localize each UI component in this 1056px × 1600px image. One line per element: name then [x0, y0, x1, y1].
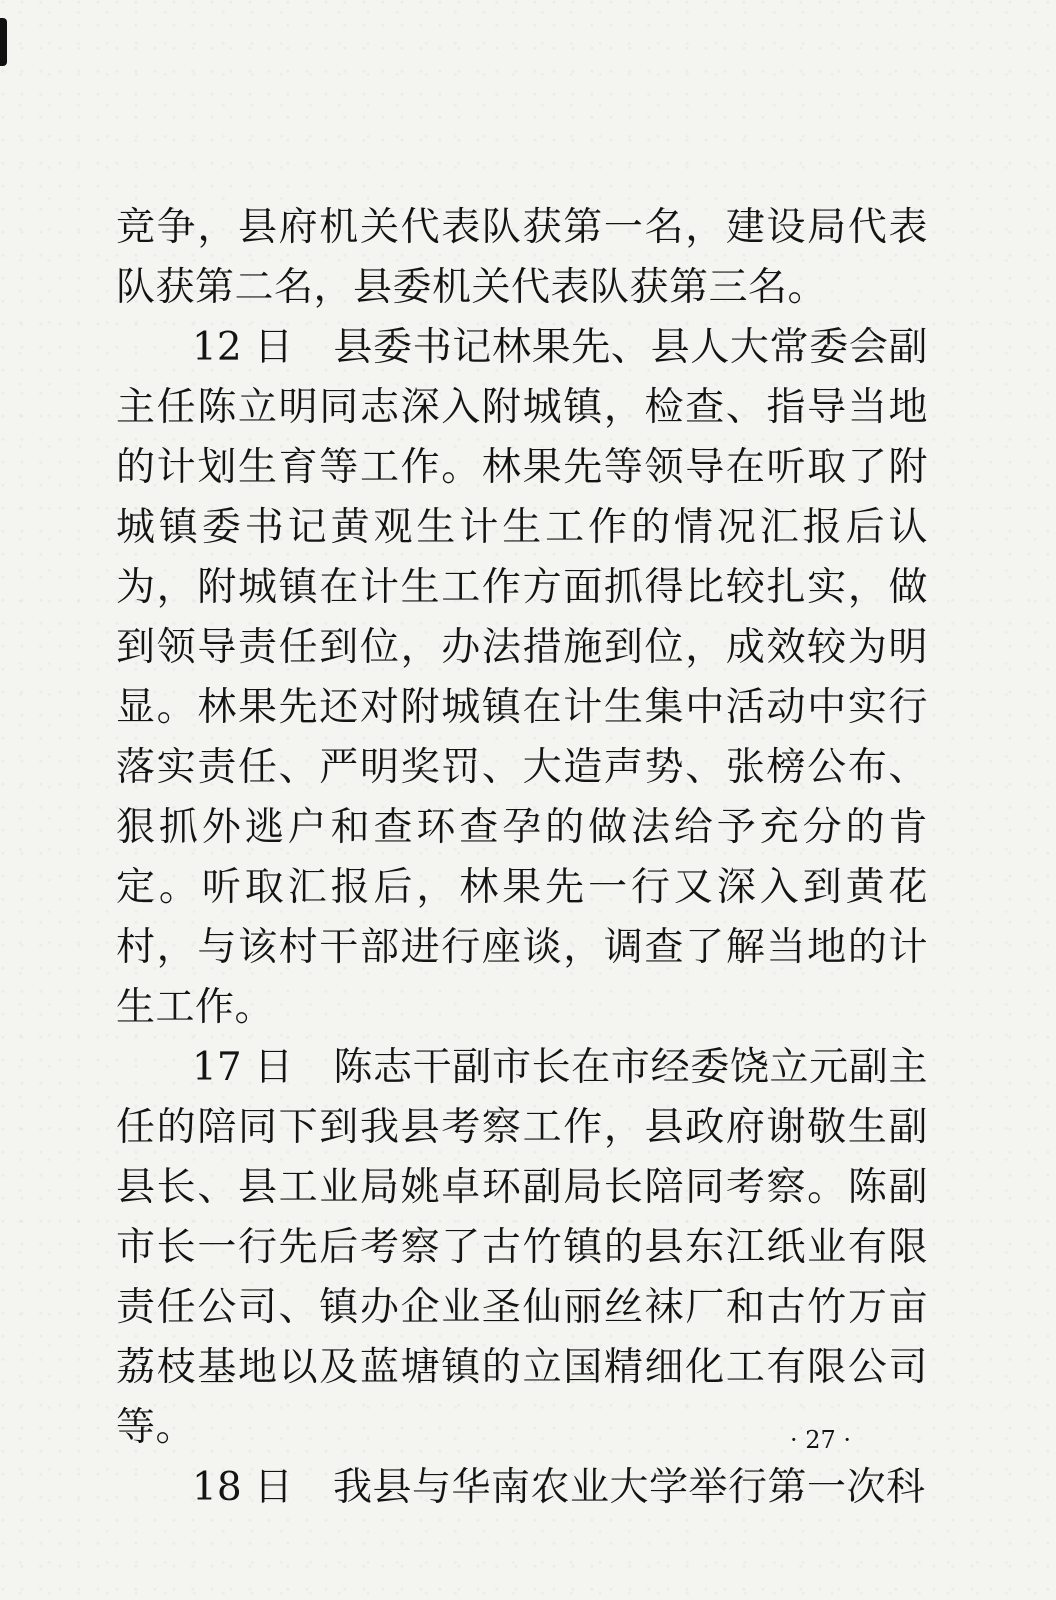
page-number: · 27 ·: [790, 1426, 852, 1454]
paragraph-text: 县委书记林果先、县人大常委会副主任陈立明同志深入附城镇，检查、指导当地的计划生育等工作。林果先等领导在听取了附城镇委书记黄观生计生工作的情况汇报后认为，附城镇在计生工作方面抓得比较扎实，做到领导责任到位，办法措施到位，成效较为明显。林果先还对附城镇在计生集中活动中实行落实责任、严明奖罚、大造声势、张榜公布、狠抓外逃户和查环查孕的做法给予充分的肯定。听取汇报后，林果先一行又深入到黄花村，与该村干部进行座谈，调查了解当地的计生工作。: [116, 325, 928, 1030]
entry-12-paragraph: [116, 318, 928, 1038]
entry-18-paragraph: [116, 1458, 928, 1518]
paragraph-text: 我县与华南农业大学举行第一次科: [333, 1465, 926, 1510]
continuation-paragraph: [116, 198, 928, 318]
chronicle-text-block: [116, 198, 928, 1518]
paragraph-text: 陈志干副市长在市经委饶立元副主任的陪同下到我县考察工作，县政府谢敬生副县长、县工业局姚卓环副局长陪同考察。陈副市长一行先后考察了古竹镇的县东江纸业有限责任公司、镇办企业圣仙丽丝袜厂和古竹万亩荔枝基地以及蓝塘镇的立国精细化工有限公司等。: [116, 1045, 928, 1450]
paragraph-text: 竞争，县府机关代表队获第一名，建设局代表队获第二名，县委机关代表队获第三名。: [116, 205, 928, 310]
binding-edge-mark: [0, 18, 7, 66]
entry-17-paragraph: [116, 1038, 928, 1458]
entry-date: 17 日: [192, 1045, 294, 1090]
entry-date: 12 日: [192, 325, 294, 370]
entry-date: 18 日: [192, 1465, 294, 1510]
